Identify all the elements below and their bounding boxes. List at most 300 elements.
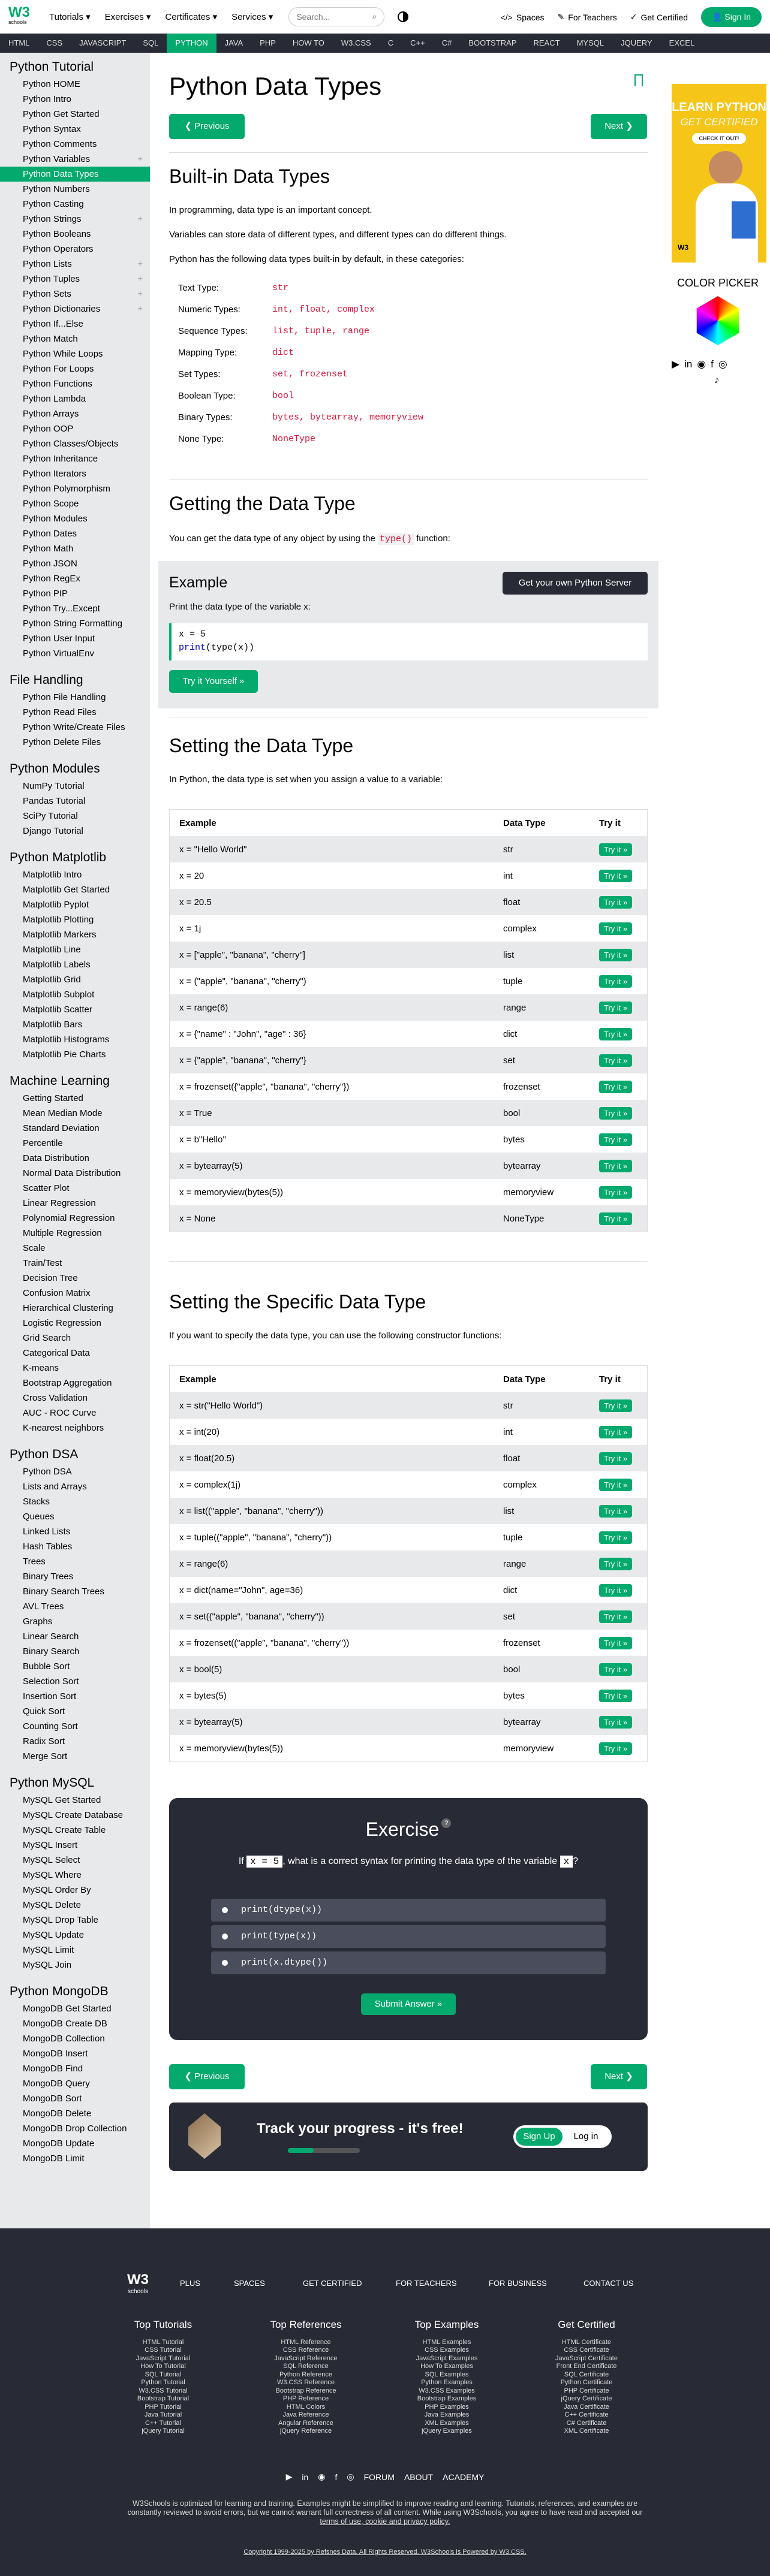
- sidebar-item[interactable]: Train/Test: [23, 1258, 62, 1268]
- footer-link[interactable]: Python Reference: [279, 2370, 333, 2378]
- sidebar-item[interactable]: Normal Data Distribution: [23, 1168, 121, 1178]
- sidebar-item[interactable]: Python If...Else: [23, 319, 83, 329]
- sidebar-item[interactable]: MongoDB Collection: [23, 2034, 105, 2044]
- footer-link[interactable]: XML Certificate: [564, 2427, 609, 2435]
- sidebar-item[interactable]: MySQL Insert: [23, 1840, 78, 1850]
- sidebar-item[interactable]: Matplotlib Intro: [23, 870, 82, 880]
- sidebar-item[interactable]: MySQL Create Database: [23, 1810, 124, 1820]
- footer-nav-for-business[interactable]: FOR BUSINESS: [489, 2279, 547, 2288]
- sidebar-item[interactable]: MySQL Order By: [23, 1885, 91, 1895]
- sidebar-item[interactable]: Python Lists +: [0, 257, 150, 272]
- footer-link[interactable]: jQuery Examples: [422, 2427, 472, 2435]
- sidebar-item[interactable]: Grid Search: [23, 1333, 71, 1343]
- sidebar-item[interactable]: Cross Validation: [23, 1393, 88, 1403]
- sidebar-item[interactable]: Python Iterators: [23, 469, 86, 479]
- try-it-button[interactable]: Try it »: [599, 1505, 632, 1518]
- sidebar-item[interactable]: MySQL Where: [23, 1870, 82, 1880]
- sidebar-item[interactable]: Confusion Matrix: [23, 1288, 91, 1298]
- sidebar-item[interactable]: Python File Handling: [23, 692, 106, 702]
- sidebar-item[interactable]: Bootstrap Aggregation: [23, 1378, 112, 1388]
- try-it-button[interactable]: Try it »: [599, 975, 632, 988]
- youtube-icon[interactable]: ▶: [285, 2472, 293, 2481]
- footer-link[interactable]: W3.CSS Tutorial: [139, 2387, 188, 2394]
- expand-icon[interactable]: +: [137, 289, 143, 299]
- sidebar-item[interactable]: Binary Search: [23, 1646, 80, 1657]
- sidebar-item[interactable]: Data Distribution: [23, 1153, 89, 1163]
- sidebar-item[interactable]: Python While Loops: [23, 349, 103, 359]
- sidebar-item[interactable]: K-nearest neighbors: [23, 1423, 104, 1433]
- subnav-item-css[interactable]: CSS: [46, 38, 63, 47]
- help-icon[interactable]: ?: [441, 1818, 451, 1828]
- example-cell: x = frozenset({"apple", "banana", "cherry"}): [179, 1081, 350, 1092]
- sidebar-item[interactable]: MongoDB Get Started: [23, 2004, 112, 2014]
- sidebar-item[interactable]: Python Arrays: [23, 409, 79, 419]
- sidebar-item[interactable]: Python Dates: [23, 529, 77, 539]
- footer-link-academy[interactable]: ACADEMY: [443, 2472, 485, 2482]
- sidebar-item[interactable]: Python Inheritance: [23, 454, 98, 464]
- sidebar-item[interactable]: Python Tuples +: [0, 272, 150, 286]
- try-it-button[interactable]: Try it »: [599, 1186, 632, 1199]
- bookmark-icon[interactable]: [634, 74, 643, 86]
- footer-link[interactable]: PHP Examples: [425, 2403, 469, 2411]
- sidebar-item[interactable]: Linear Regression: [23, 1198, 96, 1208]
- try-it-button[interactable]: Try it »: [599, 1584, 632, 1597]
- sidebar-item[interactable]: Matplotlib Histograms: [23, 1034, 110, 1045]
- try-cell: [589, 915, 647, 942]
- sidebar-item[interactable]: Python Sets +: [0, 286, 150, 301]
- sidebar-item[interactable]: Python Data Types: [0, 167, 150, 182]
- try-it-button[interactable]: Try it »: [599, 1002, 632, 1014]
- sidebar-item[interactable]: Django Tutorial: [23, 826, 83, 836]
- try-it-button[interactable]: Try it »: [599, 1637, 632, 1649]
- answer-option[interactable]: [211, 1951, 606, 1974]
- example-cell: x = list(("apple", "banana", "cherry")): [179, 1506, 323, 1516]
- subnav-item-java[interactable]: JAVA: [224, 38, 243, 47]
- expand-icon[interactable]: +: [137, 154, 143, 164]
- certificate-icon: ✓: [630, 12, 637, 22]
- try-it-button[interactable]: Try it »: [599, 1479, 632, 1491]
- try-it-button[interactable]: Try it »: [599, 1399, 632, 1412]
- discord-icon[interactable]: ◉: [697, 358, 706, 370]
- footer-link[interactable]: Java Certificate: [564, 2403, 609, 2411]
- footer-link[interactable]: jQuery Tutorial: [142, 2427, 185, 2435]
- sidebar-item[interactable]: MongoDB Query: [23, 2079, 90, 2089]
- footer-link[interactable]: C++ Tutorial: [145, 2419, 181, 2427]
- facebook-icon[interactable]: f: [335, 2472, 338, 2482]
- try-it-button[interactable]: Try it »: [599, 1028, 632, 1040]
- footer-nav-spaces[interactable]: SPACES: [234, 2279, 265, 2288]
- footer-link[interactable]: HTML Certificate: [561, 2338, 612, 2346]
- top-menu-services[interactable]: Services ▾: [231, 11, 273, 22]
- footer-link[interactable]: JavaScript Examples: [416, 2354, 478, 2362]
- try-it-button[interactable]: Try it »: [599, 1663, 632, 1676]
- subnav-item-sql[interactable]: SQL: [143, 38, 159, 47]
- subnav-item-jquery[interactable]: JQUERY: [621, 38, 652, 47]
- spaces-link[interactable]: </> Spaces: [500, 12, 545, 22]
- sidebar-item[interactable]: Python VirtualEnv: [23, 648, 94, 659]
- sidebar-item[interactable]: MongoDB Sort: [23, 2094, 82, 2104]
- footer-link[interactable]: CSS Reference: [282, 2346, 329, 2354]
- linkedin-icon[interactable]: in: [302, 2472, 309, 2482]
- footer-link[interactable]: JavaScript Tutorial: [136, 2354, 191, 2362]
- sidebar-item[interactable]: Binary Trees: [23, 1571, 74, 1582]
- sidebar-item[interactable]: Python Syntax: [23, 124, 81, 134]
- next-button[interactable]: Next ❯: [591, 114, 647, 139]
- log-in-button[interactable]: Log in: [573, 2131, 598, 2141]
- w3schools-logo[interactable]: W3 schools: [8, 4, 30, 25]
- sidebar-item[interactable]: Python Polymorphism: [23, 484, 110, 494]
- sidebar-item[interactable]: Counting Sort: [23, 1721, 78, 1732]
- try-it-button[interactable]: Try it »: [599, 1610, 632, 1623]
- sidebar-item[interactable]: MongoDB Create DB: [23, 2019, 107, 2029]
- sidebar-item[interactable]: Linear Search: [23, 1631, 79, 1642]
- sign-up-button[interactable]: Sign Up: [516, 2128, 563, 2146]
- footer-link[interactable]: HTML Colors: [286, 2403, 326, 2411]
- subnav-item-how-to[interactable]: HOW TO: [292, 38, 324, 47]
- sidebar-item[interactable]: Python Booleans: [23, 229, 91, 239]
- sidebar-item[interactable]: Categorical Data: [23, 1348, 90, 1358]
- sidebar-item[interactable]: MongoDB Delete: [23, 2109, 92, 2119]
- footer-link[interactable]: SQL Reference: [283, 2363, 329, 2370]
- sidebar-item[interactable]: SciPy Tutorial: [23, 811, 78, 821]
- sidebar-item[interactable]: Python Intro: [23, 94, 71, 104]
- table-header: [170, 810, 647, 836]
- try-it-button[interactable]: Try it »: [599, 1107, 632, 1120]
- sidebar-item[interactable]: Mean Median Mode: [23, 1108, 103, 1118]
- footer-link[interactable]: SQL Tutorial: [145, 2370, 182, 2378]
- sidebar-item[interactable]: Stacks: [23, 1497, 50, 1507]
- try-it-button[interactable]: Try it »: [599, 843, 632, 856]
- footer-link[interactable]: Java Examples: [424, 2411, 470, 2418]
- footer-link[interactable]: C# Certificate: [566, 2419, 607, 2427]
- footer-link-about[interactable]: ABOUT: [404, 2472, 434, 2482]
- color-picker-icon[interactable]: [693, 296, 742, 345]
- try-it-button[interactable]: Try it »: [599, 1160, 632, 1172]
- sidebar-item[interactable]: AUC - ROC Curve: [23, 1408, 97, 1418]
- subnav-item-javascript[interactable]: JAVASCRIPT: [79, 38, 127, 47]
- footer-link[interactable]: HTML Reference: [281, 2338, 331, 2346]
- sidebar-item[interactable]: Python Operators: [23, 244, 94, 254]
- sidebar-item[interactable]: K-means: [23, 1363, 59, 1373]
- try-it-button[interactable]: Try it »: [599, 1742, 632, 1755]
- sidebar-item[interactable]: Multiple Regression: [23, 1228, 102, 1238]
- for-teachers-link[interactable]: ✎ For Teachers: [557, 12, 617, 22]
- sidebar-item[interactable]: Matplotlib Markers: [23, 930, 97, 940]
- terms-link[interactable]: terms of use, cookie and privacy policy.: [320, 2517, 450, 2526]
- sidebar-item[interactable]: MySQL Drop Table: [23, 1915, 98, 1925]
- try-it-button[interactable]: Try it »: [599, 1531, 632, 1544]
- footer-link[interactable]: Front End Certificate: [556, 2363, 617, 2370]
- expand-icon[interactable]: +: [137, 259, 143, 269]
- sidebar-item[interactable]: Python Comments: [23, 139, 97, 149]
- try-it-button[interactable]: Try it »: [599, 949, 632, 961]
- sidebar-item[interactable]: Matplotlib Grid: [23, 975, 81, 985]
- footer-link[interactable]: SQL Examples: [425, 2370, 469, 2378]
- type-cell: tuple: [503, 976, 523, 987]
- instagram-icon[interactable]: ◎: [718, 358, 727, 370]
- try-it-button[interactable]: Try it »: [599, 1133, 632, 1146]
- sidebar-item[interactable]: Python Functions: [23, 379, 92, 389]
- top-menu-certificates[interactable]: Certificates ▾: [165, 11, 218, 22]
- sidebar-item[interactable]: Python Write/Create Files: [23, 722, 125, 732]
- sidebar-item[interactable]: Graphs: [23, 1616, 53, 1627]
- sidebar-item[interactable]: Hash Tables: [23, 1542, 73, 1552]
- sidebar-item[interactable]: Python For Loops: [23, 364, 94, 374]
- sidebar-item[interactable]: MySQL Delete: [23, 1900, 81, 1910]
- sidebar-item[interactable]: Matplotlib Pyplot: [23, 900, 89, 910]
- type-cell: bytearray: [503, 1160, 541, 1171]
- footer-link[interactable]: Java Reference: [282, 2411, 329, 2418]
- sidebar-item[interactable]: Quick Sort: [23, 1706, 65, 1717]
- footer-link[interactable]: W3.CSS Examples: [419, 2387, 475, 2394]
- sidebar-item[interactable]: MySQL Create Table: [23, 1825, 106, 1835]
- tiktok-icon[interactable]: ♪: [714, 374, 720, 385]
- footer-link[interactable]: jQuery Reference: [279, 2427, 332, 2435]
- sidebar-item[interactable]: Polynomial Regression: [23, 1213, 115, 1223]
- facebook-icon[interactable]: f: [711, 358, 714, 370]
- footer-link[interactable]: SQL Certificate: [564, 2370, 609, 2378]
- footer-link[interactable]: Python Certificate: [560, 2379, 613, 2386]
- sidebar-section-title: Python MySQL: [10, 1776, 95, 1790]
- footer-links: [0, 2472, 770, 2482]
- sidebar-item[interactable]: MongoDB Drop Collection: [23, 2123, 127, 2134]
- sidebar-item[interactable]: Matplotlib Subplot: [23, 990, 95, 1000]
- footer-link[interactable]: PHP Reference: [282, 2395, 329, 2402]
- footer-link[interactable]: Python Examples: [421, 2379, 473, 2386]
- radio-icon[interactable]: [222, 1960, 228, 1966]
- subnav-item-c-[interactable]: C#: [441, 38, 452, 47]
- sidebar-item[interactable]: Linked Lists: [23, 1527, 71, 1537]
- try-it-button[interactable]: Try it »: [599, 1690, 632, 1702]
- try-it-button[interactable]: Try it »: [599, 922, 632, 935]
- sidebar-item[interactable]: MySQL Update: [23, 1930, 84, 1940]
- auth-toggle: [513, 2125, 612, 2148]
- sidebar-item[interactable]: Binary Search Trees: [23, 1586, 104, 1597]
- instagram-icon[interactable]: ◎: [347, 2472, 354, 2481]
- sidebar-item[interactable]: Matplotlib Labels: [23, 960, 91, 970]
- try-cell: [589, 889, 647, 915]
- sidebar-item[interactable]: Matplotlib Get Started: [23, 885, 110, 895]
- sidebar-item[interactable]: Decision Tree: [23, 1273, 78, 1283]
- theme-toggle-icon[interactable]: [398, 11, 408, 22]
- sidebar-item[interactable]: Queues: [23, 1512, 55, 1522]
- sidebar-item[interactable]: Python Get Started: [23, 109, 100, 119]
- type-cell: tuple: [503, 1532, 523, 1543]
- answer-option[interactable]: [211, 1899, 606, 1922]
- footer-nav-for-teachers[interactable]: FOR TEACHERS: [396, 2279, 457, 2288]
- sidebar-item[interactable]: Trees: [23, 1557, 46, 1567]
- sidebar-item[interactable]: Lists and Arrays: [23, 1482, 87, 1492]
- footer-link[interactable]: PHP Tutorial: [145, 2403, 182, 2411]
- data-type-value: NoneType: [272, 434, 316, 444]
- get-certified-link[interactable]: ✓ Get Certified: [630, 12, 688, 22]
- expand-icon[interactable]: +: [137, 214, 143, 224]
- sidebar-item[interactable]: Standard Deviation: [23, 1123, 100, 1133]
- sidebar-item[interactable]: Python User Input: [23, 634, 95, 644]
- discord-icon[interactable]: ◉: [318, 2472, 326, 2481]
- sidebar-item[interactable]: Python Strings +: [0, 212, 150, 227]
- sign-in-button[interactable]: 👤 Sign In: [701, 7, 762, 27]
- sidebar-item[interactable]: AVL Trees: [23, 1601, 64, 1612]
- sidebar-item[interactable]: Hierarchical Clustering: [23, 1303, 113, 1313]
- footer-nav-get-certified[interactable]: GET CERTIFIED: [303, 2279, 362, 2288]
- try-it-button[interactable]: Try it »: [599, 1558, 632, 1570]
- sidebar-item[interactable]: MongoDB Insert: [23, 2049, 88, 2059]
- expand-icon[interactable]: +: [137, 274, 143, 284]
- footer-nav-contact-us[interactable]: CONTACT US: [583, 2279, 634, 2288]
- sidebar-item[interactable]: MySQL Limit: [23, 1945, 74, 1955]
- sidebar-item[interactable]: Python Casting: [23, 199, 84, 209]
- radio-icon[interactable]: [222, 1933, 228, 1939]
- sidebar-item[interactable]: Pandas Tutorial: [23, 796, 86, 806]
- sidebar-item[interactable]: MongoDB Find: [23, 2064, 83, 2074]
- subnav-item-php[interactable]: PHP: [260, 38, 276, 47]
- sidebar-item[interactable]: MySQL Get Started: [23, 1795, 101, 1805]
- disclaimer: W3Schools is optimized for learning and training. Examples might be simplified to improve reading and learning. Tutorials, references, and examples are constantly reviewed to avoid errors, but we cannot warrant full correctness of all content. While using W3Schools, you agree to have read and accepted our terms of use, cookie and privacy policy.: [0, 2499, 770, 2526]
- try-it-button[interactable]: Try it »: [599, 1081, 632, 1093]
- try-cell: [589, 1630, 647, 1656]
- subnav-item-bootstrap[interactable]: BOOTSTRAP: [468, 38, 517, 47]
- top-menu-tutorials[interactable]: Tutorials ▾: [49, 11, 91, 22]
- footer-nav-plus[interactable]: PLUS: [180, 2279, 200, 2288]
- learn-python-ad[interactable]: LEARN PYTHON GET CERTIFIED CHECK IT OUT! W3: [672, 84, 766, 263]
- sidebar-item[interactable]: MongoDB Update: [23, 2138, 95, 2149]
- footer-link[interactable]: How To Tutorial: [140, 2363, 186, 2370]
- footer-link[interactable]: How To Examples: [420, 2363, 473, 2370]
- sidebar-item[interactable]: Matplotlib Line: [23, 945, 81, 955]
- sidebar-section-title: Machine Learning: [10, 1074, 110, 1088]
- submit-answer-button[interactable]: Submit Answer »: [361, 1993, 456, 2015]
- sidebar-item[interactable]: Insertion Sort: [23, 1691, 77, 1702]
- sidebar-item[interactable]: Python Numbers: [23, 184, 90, 194]
- linkedin-icon[interactable]: in: [684, 358, 693, 370]
- sidebar-item[interactable]: Python Delete Files: [23, 737, 101, 747]
- footer-link[interactable]: JavaScript Certificate: [555, 2354, 618, 2362]
- sidebar-item[interactable]: Python Scope: [23, 499, 79, 509]
- footer-link[interactable]: W3.CSS Reference: [277, 2379, 335, 2386]
- example-cell: x = True: [179, 1108, 212, 1118]
- sidebar-item[interactable]: Python Read Files: [23, 707, 97, 717]
- footer-link[interactable]: C++ Certificate: [564, 2411, 609, 2418]
- sidebar-section-title: File Handling: [10, 673, 83, 687]
- data-type-value: set, frozenset: [272, 369, 348, 379]
- sidebar-item[interactable]: Getting Started: [23, 1093, 83, 1103]
- footer-link[interactable]: Angular Reference: [278, 2419, 333, 2427]
- sidebar-item[interactable]: Python Modules: [23, 514, 88, 524]
- try-it-button[interactable]: Try it »: [599, 1426, 632, 1438]
- sidebar-item[interactable]: Matplotlib Bars: [23, 1019, 83, 1030]
- subnav-item-c[interactable]: C: [387, 38, 394, 47]
- subnav-item-excel[interactable]: EXCEL: [669, 38, 695, 47]
- subnav-item-python[interactable]: PYTHON: [167, 34, 216, 53]
- footer-logo[interactable]: W3 schools: [127, 2272, 149, 2295]
- footer-link[interactable]: Bootstrap Examples: [417, 2395, 477, 2402]
- footer-link[interactable]: PHP Certificate: [564, 2387, 609, 2394]
- try-cell: [589, 1656, 647, 1682]
- expand-icon[interactable]: +: [137, 304, 143, 314]
- footer-link[interactable]: CSS Examples: [425, 2346, 469, 2354]
- try-it-button[interactable]: Try it »: [599, 1452, 632, 1465]
- sidebar-item[interactable]: Python Variables +: [0, 152, 150, 167]
- footer-link[interactable]: Java Tutorial: [144, 2411, 182, 2418]
- subnav-item-html[interactable]: HTML: [8, 38, 30, 47]
- sidebar-item[interactable]: Bubble Sort: [23, 1661, 70, 1672]
- sidebar-item[interactable]: Matplotlib Pie Charts: [23, 1049, 106, 1060]
- sidebar-item[interactable]: Python Classes/Objects: [23, 439, 119, 449]
- sidebar-item[interactable]: Python Math: [23, 544, 74, 554]
- sidebar-item[interactable]: Merge Sort: [23, 1751, 68, 1761]
- table-header-cell: Try it: [599, 818, 621, 828]
- table-header-cell: Try it: [599, 1374, 621, 1384]
- sidebar-item[interactable]: Python OOP: [23, 424, 74, 434]
- sidebar-item[interactable]: Python HOME: [23, 79, 80, 89]
- sidebar-item[interactable]: Scale: [23, 1243, 46, 1253]
- sidebar-item[interactable]: Selection Sort: [23, 1676, 79, 1687]
- sidebar-item[interactable]: Logistic Regression: [23, 1318, 101, 1328]
- subnav-item-c-[interactable]: C++: [410, 38, 425, 47]
- footer-link[interactable]: HTML Examples: [422, 2338, 471, 2346]
- try-it-button[interactable]: Try it »: [599, 1054, 632, 1067]
- footer-link[interactable]: Bootstrap Tutorial: [137, 2395, 190, 2402]
- answer-option[interactable]: [211, 1925, 606, 1948]
- footer-link[interactable]: jQuery Certificate: [561, 2395, 612, 2402]
- sidebar-item[interactable]: Python DSA: [23, 1467, 72, 1477]
- sidebar-item[interactable]: Python JSON: [23, 559, 77, 569]
- sidebar-item[interactable]: Radix Sort: [23, 1736, 65, 1747]
- footer-link[interactable]: CSS Tutorial: [145, 2346, 182, 2354]
- try-it-button[interactable]: Try it »: [599, 896, 632, 909]
- subnav-item-react[interactable]: REACT: [533, 38, 560, 47]
- sidebar-item[interactable]: MySQL Join: [23, 1960, 72, 1970]
- sidebar-item[interactable]: NumPy Tutorial: [23, 781, 85, 791]
- footer-link[interactable]: HTML Tutorial: [142, 2338, 184, 2346]
- radio-icon[interactable]: [222, 1907, 228, 1913]
- youtube-icon[interactable]: ▶: [672, 358, 680, 370]
- subnav-item-w3-css[interactable]: W3.CSS: [341, 38, 371, 47]
- subnav-item-mysql[interactable]: MYSQL: [576, 38, 604, 47]
- next-button-bottom[interactable]: Next ❯: [591, 2064, 647, 2089]
- sidebar-item[interactable]: Python Match: [23, 334, 78, 344]
- footer-link[interactable]: CSS Certificate: [564, 2346, 609, 2354]
- sidebar-item[interactable]: Python String Formatting: [23, 619, 122, 629]
- sidebar-item[interactable]: Python PIP: [23, 589, 68, 599]
- previous-button[interactable]: ❮ Previous: [169, 114, 245, 139]
- footer-link[interactable]: JavaScript Reference: [274, 2354, 338, 2362]
- sidebar-item[interactable]: Python Dictionaries +: [0, 301, 150, 316]
- sidebar-item[interactable]: MongoDB Limit: [23, 2153, 85, 2164]
- previous-button-bottom[interactable]: ❮ Previous: [169, 2064, 245, 2089]
- footer-link[interactable]: Python Tutorial: [141, 2379, 185, 2386]
- sidebar-item[interactable]: Python Try...Except: [23, 604, 100, 614]
- top-menu-exercises[interactable]: Exercises ▾: [104, 11, 151, 22]
- search-input[interactable]: Search... ⌕: [288, 7, 384, 26]
- footer-link[interactable]: Bootstrap Reference: [275, 2387, 336, 2394]
- sidebar-item[interactable]: Percentile: [23, 1138, 63, 1148]
- try-it-button[interactable]: Try it »: [599, 870, 632, 882]
- sidebar-item[interactable]: Python Lambda: [23, 394, 86, 404]
- sidebar-item[interactable]: Scatter Plot: [23, 1183, 70, 1193]
- get-python-server-button[interactable]: Get your own Python Server: [503, 572, 648, 595]
- try-it-button[interactable]: Try it »: [599, 1716, 632, 1729]
- sidebar-item[interactable]: Matplotlib Scatter: [23, 1005, 92, 1015]
- footer-link[interactable]: XML Examples: [425, 2419, 469, 2427]
- sidebar-item[interactable]: Python RegEx: [23, 574, 80, 584]
- sidebar-item[interactable]: MySQL Select: [23, 1855, 80, 1865]
- sidebar-item[interactable]: Matplotlib Plotting: [23, 915, 94, 925]
- footer-link-forum[interactable]: FORUM: [363, 2472, 395, 2482]
- try-it-button[interactable]: Try it »: [599, 1212, 632, 1225]
- try-it-yourself-button[interactable]: Try it Yourself »: [169, 670, 258, 693]
